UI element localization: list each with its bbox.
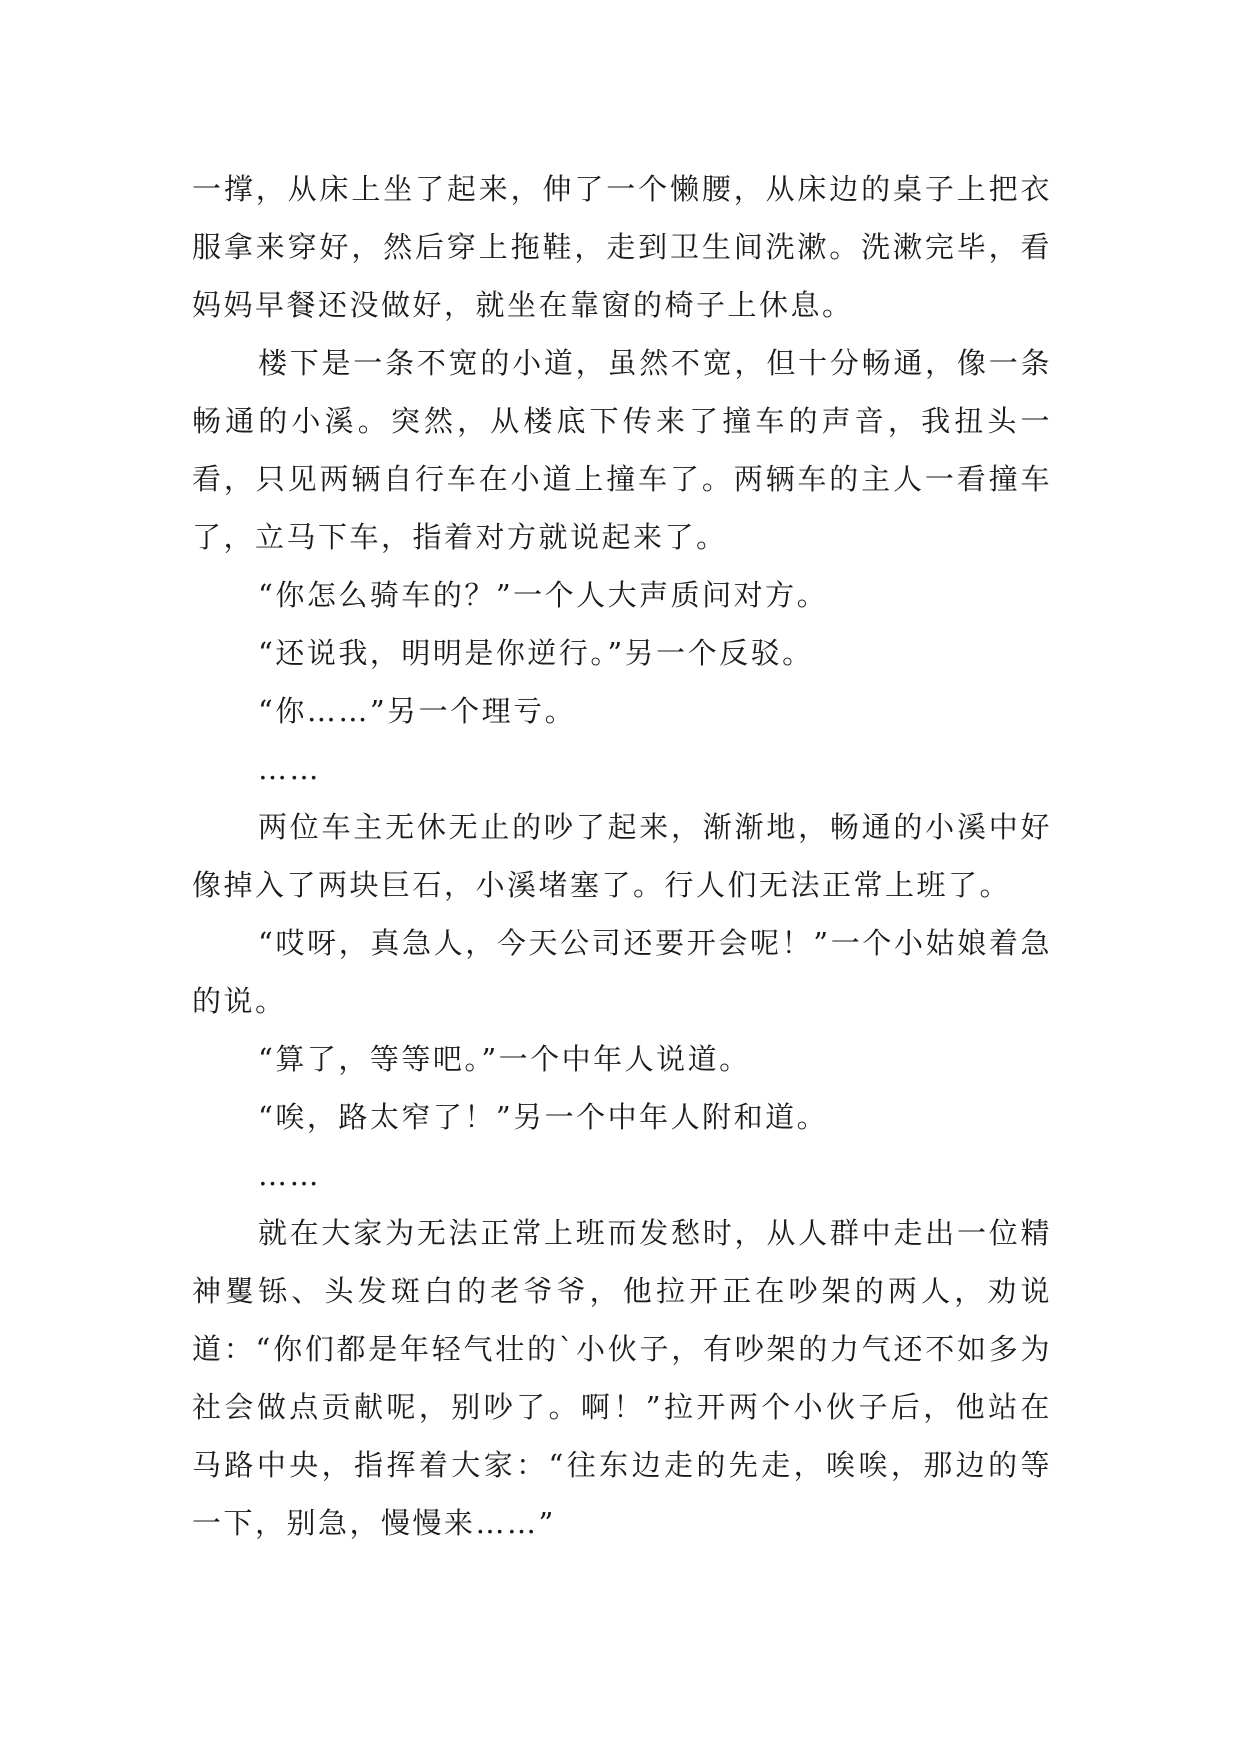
paragraph-10: “唉，路太窄了！”另一个中年人附和道。 — [258, 1100, 829, 1134]
paragraph-1: 一撑，从床上坐了起来，伸了一个懒腰，从床边的桌子上把衣服拿来穿好，然后穿上拖鞋，走到卫生间洗漱。洗漱完毕，看妈妈早餐还没做好，就坐在靠窗的椅子上休息。 — [192, 172, 1052, 322]
paragraph-5: “你……”另一个理亏。 — [258, 694, 577, 728]
paragraph-8: “哎呀，真急人，今天公司还要开会呢！”一个小姑娘着急的说。 — [192, 926, 1052, 1018]
paragraph-12: 就在大家为无法正常上班而发愁时，从人群中走出一位精神矍铄、头发斑白的老爷爷，他拉开正在吵架的两人，劝说道：“你们都是年轻气壮的`小伙子，有吵架的力气还不如多为社会做点贡献呢，别吵了。啊！”拉开两个小伙子后，他站在马路中央，指挥着大家：“往东边走的先走，唉唉，那边的等一下，别急，慢慢来……” — [192, 1216, 1052, 1540]
paragraph-7: 两位车主无休无止的吵了起来，渐渐地，畅通的小溪中好像掉入了两块巨石，小溪堵塞了。行人们无法正常上班了。 — [192, 810, 1052, 902]
paragraph-4: “还说我，明明是你逆行。”另一个反驳。 — [258, 636, 814, 670]
paragraph-3: “你怎么骑车的？”一个人大声质问对方。 — [258, 578, 829, 612]
document-body — [192, 160, 1052, 1552]
paragraph-6: …… — [258, 752, 321, 786]
paragraph-2: 楼下是一条不宽的小道，虽然不宽，但十分畅通，像一条畅通的小溪。突然，从楼底下传来了撞车的声音，我扭头一看，只见两辆自行车在小道上撞车了。两辆车的主人一看撞车了，立马下车，指着对方就说起来了。 — [192, 346, 1052, 554]
paragraph-11: …… — [258, 1158, 321, 1192]
paragraph-9: “算了，等等吧。”一个中年人说道。 — [258, 1042, 751, 1076]
